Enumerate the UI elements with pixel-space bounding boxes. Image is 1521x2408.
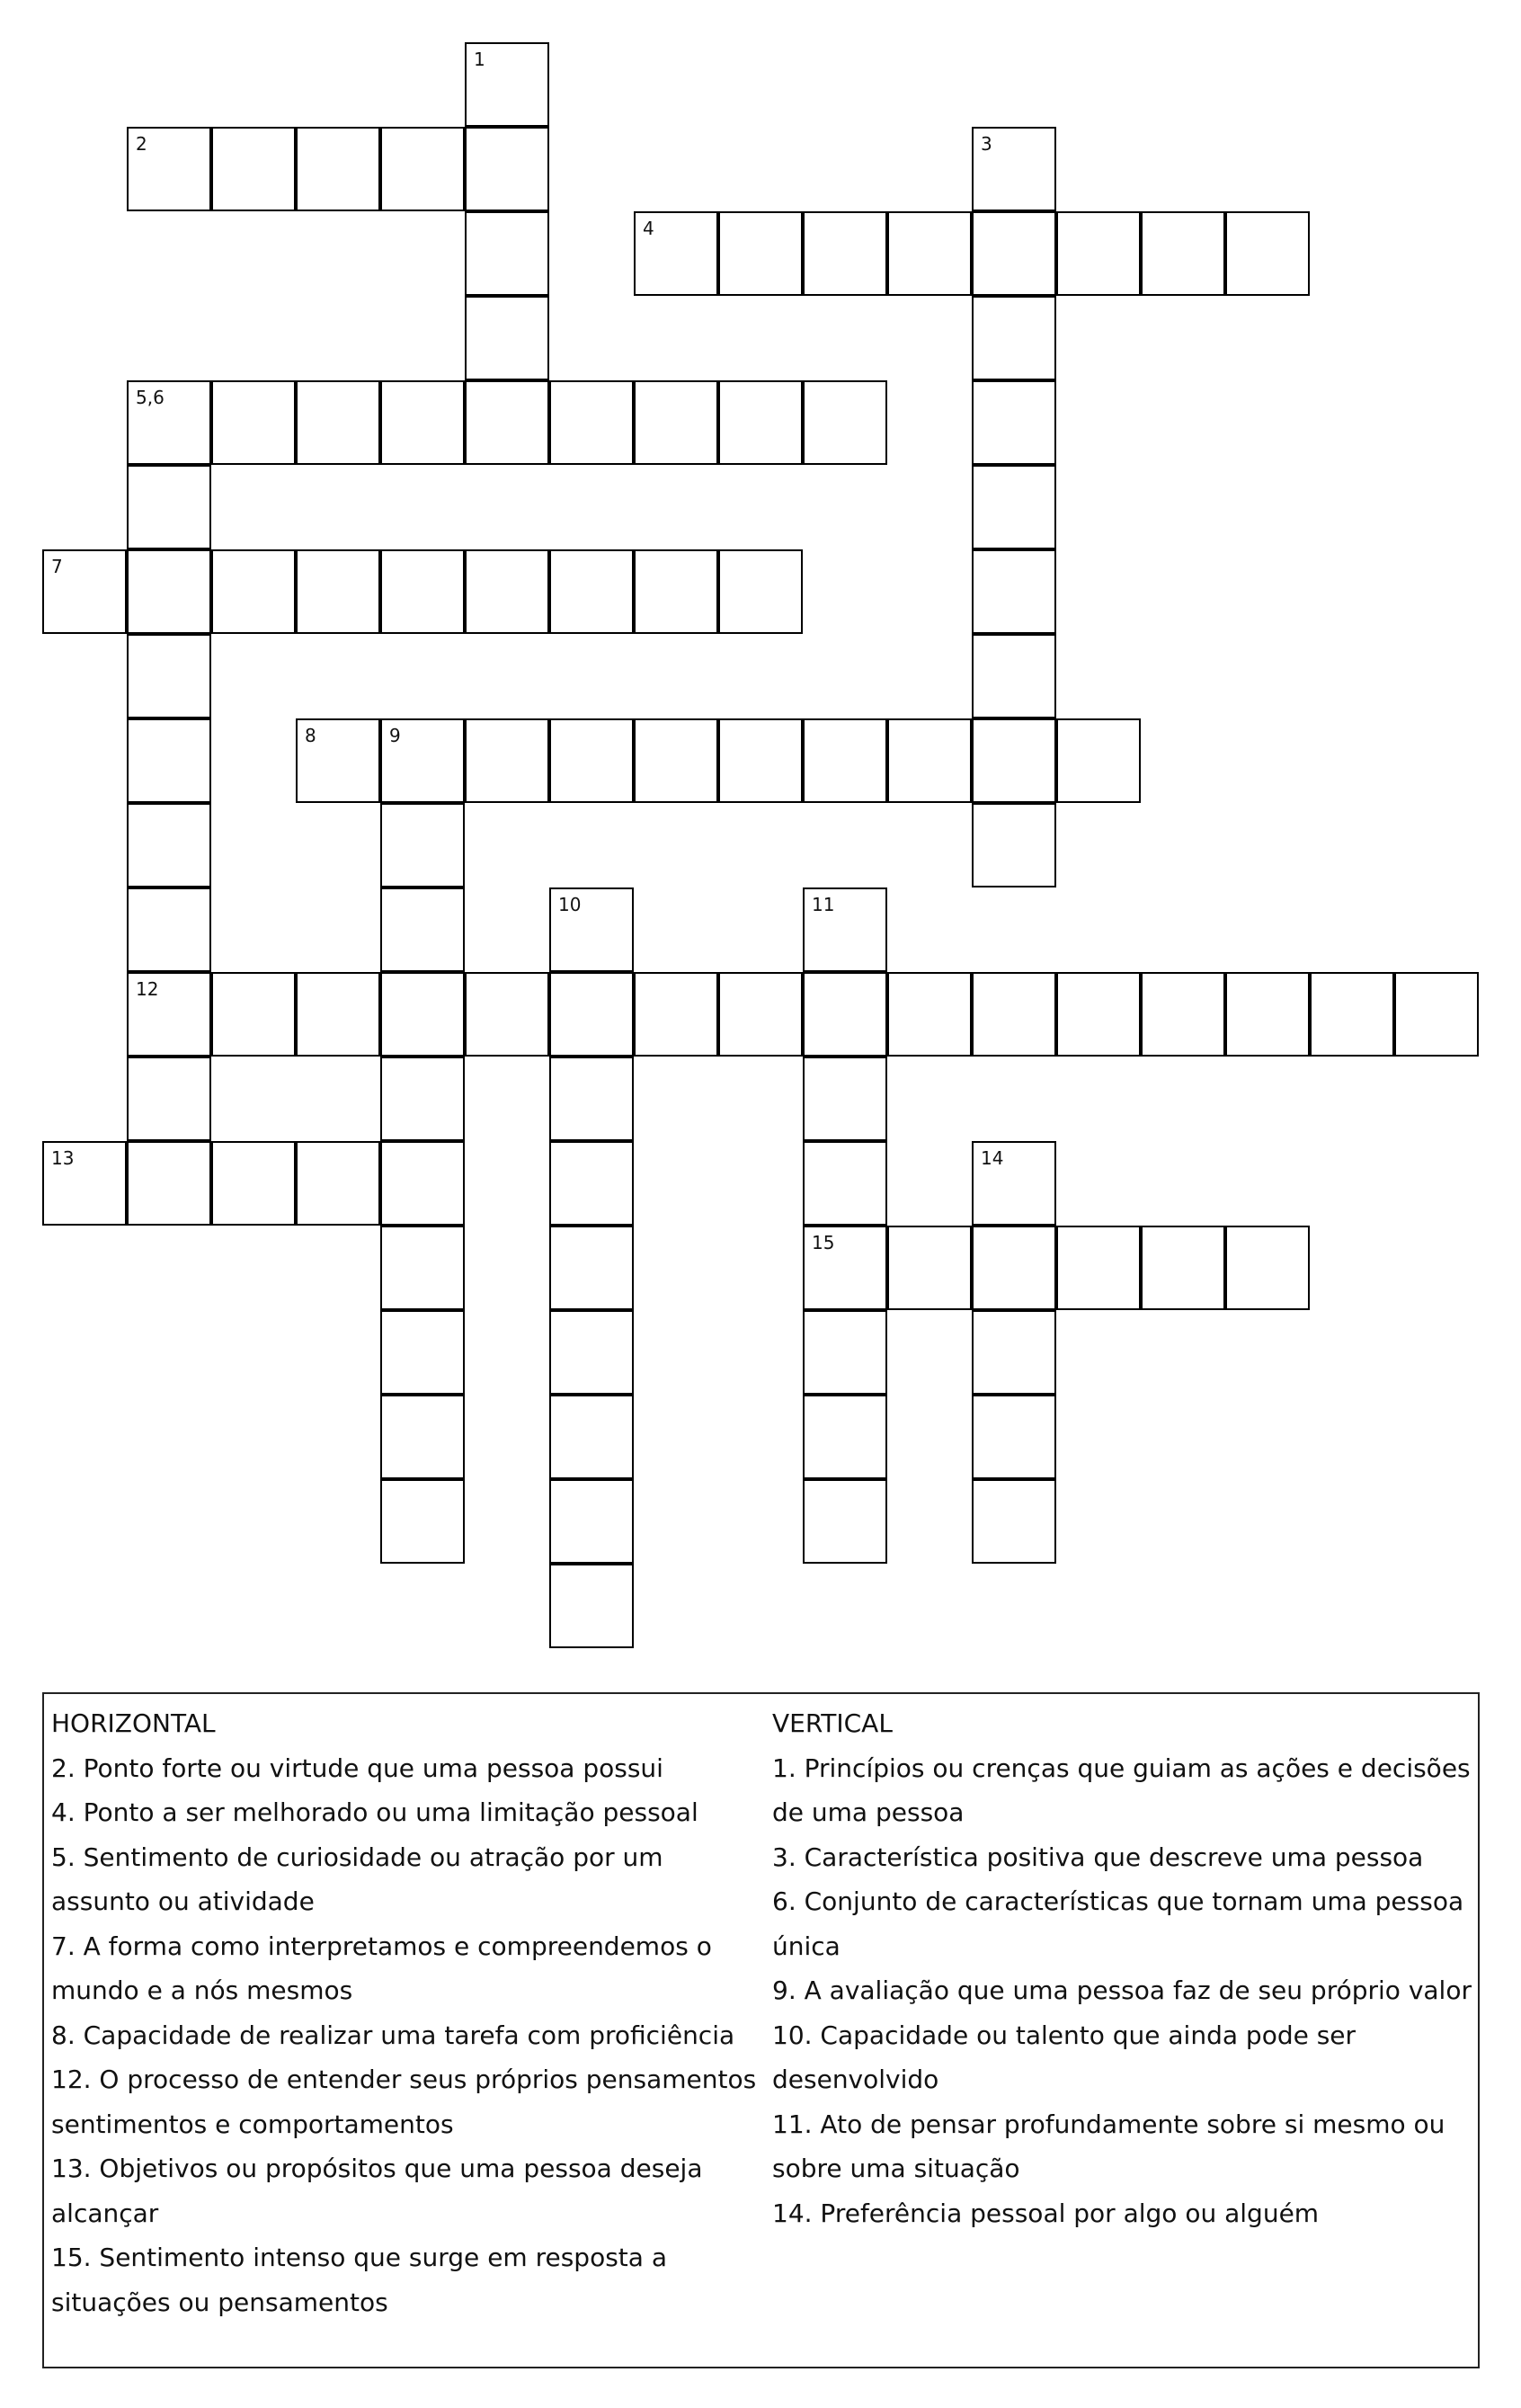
- crossword-cell[interactable]: [1225, 211, 1310, 296]
- cell-number: 4: [643, 218, 654, 239]
- crossword-cell[interactable]: [211, 1141, 296, 1226]
- crossword-cell[interactable]: [549, 1395, 634, 1479]
- crossword-cell[interactable]: [380, 718, 465, 803]
- crossword-cell[interactable]: [42, 1141, 127, 1226]
- clue-h-7: 7. A forma como interpretamos e compreendemos o mundo e a nós mesmos: [51, 1931, 712, 2005]
- crossword-cell[interactable]: [380, 803, 465, 887]
- crossword-cell[interactable]: [1056, 718, 1141, 803]
- crossword-cell[interactable]: [1310, 972, 1394, 1057]
- horizontal-heading: HORIZONTAL: [51, 1708, 216, 1738]
- vertical-heading: VERTICAL: [772, 1708, 893, 1738]
- crossword-cell[interactable]: [803, 887, 887, 972]
- crossword-cell[interactable]: [465, 380, 549, 465]
- crossword-cell[interactable]: [380, 127, 465, 211]
- crossword-cell[interactable]: [803, 1057, 887, 1141]
- crossword-cell[interactable]: [549, 1141, 634, 1226]
- crossword-cell[interactable]: [380, 1479, 465, 1564]
- crossword-cell[interactable]: [465, 549, 549, 634]
- crossword-cell[interactable]: [465, 972, 549, 1057]
- crossword-cell[interactable]: [127, 634, 211, 718]
- crossword-cell[interactable]: [296, 1141, 380, 1226]
- crossword-cell[interactable]: [549, 972, 634, 1057]
- crossword-cell[interactable]: [549, 718, 634, 803]
- crossword-cell[interactable]: [803, 1226, 887, 1310]
- cell-number: 3: [981, 133, 992, 155]
- clue-h-12: 12. O processo de entender seus próprios pensamentos sentimentos e comportamentos: [51, 2065, 757, 2139]
- cell-number: 12: [136, 978, 159, 1000]
- crossword-cell[interactable]: [296, 718, 380, 803]
- crossword-cell[interactable]: [465, 127, 549, 211]
- crossword-cell[interactable]: [634, 380, 718, 465]
- crossword-cell[interactable]: [803, 1141, 887, 1226]
- cell-number: 8: [305, 725, 316, 746]
- crossword-cell[interactable]: [127, 1057, 211, 1141]
- crossword-cell[interactable]: [549, 1310, 634, 1395]
- cell-number: 5,6: [136, 387, 165, 408]
- crossword-cell[interactable]: [972, 549, 1056, 634]
- crossword-cell[interactable]: [465, 211, 549, 296]
- crossword-cell[interactable]: [549, 1564, 634, 1648]
- crossword-cell[interactable]: [296, 549, 380, 634]
- crossword-cell[interactable]: [296, 127, 380, 211]
- crossword-cell[interactable]: [211, 972, 296, 1057]
- crossword-cell[interactable]: [1056, 972, 1141, 1057]
- cell-number: 15: [812, 1232, 835, 1253]
- clue-h-4: 4. Ponto a ser melhorado ou uma limitação pessoal: [51, 1797, 698, 1827]
- crossword-cell[interactable]: [634, 972, 718, 1057]
- crossword-cell[interactable]: [465, 718, 549, 803]
- cell-number: 9: [389, 725, 401, 746]
- crossword-cell[interactable]: [972, 718, 1056, 803]
- crossword-cell[interactable]: [549, 1479, 634, 1564]
- crossword-cell[interactable]: [803, 972, 887, 1057]
- crossword-cell[interactable]: [887, 718, 972, 803]
- clue-h-15: 15. Sentimento intenso que surge em resposta a situações ou pensamentos: [51, 2243, 667, 2317]
- cell-number: 2: [136, 133, 147, 155]
- crossword-cell[interactable]: [634, 211, 718, 296]
- crossword-cell[interactable]: [380, 549, 465, 634]
- clue-v-3: 3. Característica positiva que descreve uma pessoa: [772, 1842, 1424, 1872]
- crossword-cell[interactable]: [127, 718, 211, 803]
- vertical-clues: [772, 1701, 1473, 2235]
- crossword-cell[interactable]: [211, 127, 296, 211]
- crossword-cell[interactable]: [803, 1395, 887, 1479]
- crossword-cell[interactable]: [972, 972, 1056, 1057]
- crossword-cell[interactable]: [1056, 211, 1141, 296]
- crossword-cell[interactable]: [380, 972, 465, 1057]
- crossword-cell[interactable]: [127, 887, 211, 972]
- crossword-cell[interactable]: [1141, 211, 1225, 296]
- crossword-cell[interactable]: [803, 211, 887, 296]
- crossword-cell[interactable]: [1141, 972, 1225, 1057]
- crossword-cell[interactable]: [465, 296, 549, 380]
- crossword-cell[interactable]: [972, 127, 1056, 211]
- horizontal-clues: [51, 1701, 766, 2324]
- crossword-cell[interactable]: [972, 1310, 1056, 1395]
- crossword-cell[interactable]: [1394, 972, 1479, 1057]
- crossword-cell[interactable]: [718, 380, 803, 465]
- crossword-cell[interactable]: [127, 380, 211, 465]
- crossword-cell[interactable]: [972, 465, 1056, 549]
- crossword-cell[interactable]: [1225, 1226, 1310, 1310]
- crossword-cell[interactable]: [127, 1141, 211, 1226]
- clue-h-5: 5. Sentimento de curiosidade ou atração por um assunto ou atividade: [51, 1842, 663, 1916]
- crossword-cell[interactable]: [549, 380, 634, 465]
- crossword-cell[interactable]: [634, 718, 718, 803]
- crossword-cell[interactable]: [380, 1057, 465, 1141]
- crossword-cell[interactable]: [549, 1226, 634, 1310]
- crossword-cell[interactable]: [718, 718, 803, 803]
- crossword-cell[interactable]: [887, 1226, 972, 1310]
- crossword-cell[interactable]: [972, 1479, 1056, 1564]
- crossword-cell[interactable]: [972, 1395, 1056, 1479]
- crossword-cell[interactable]: [127, 972, 211, 1057]
- crossword-cell[interactable]: [380, 1141, 465, 1226]
- crossword-cell[interactable]: [127, 465, 211, 549]
- crossword-cell[interactable]: [972, 1141, 1056, 1226]
- cell-number: 14: [981, 1147, 1004, 1169]
- clue-v-6: 6. Conjunto de características que tornam uma pessoa única: [772, 1886, 1464, 1961]
- cell-number: 13: [51, 1147, 75, 1169]
- crossword-cell[interactable]: [380, 1226, 465, 1310]
- crossword-cell[interactable]: [718, 972, 803, 1057]
- crossword-cell[interactable]: [465, 42, 549, 127]
- clue-v-1: 1. Princípios ou crenças que guiam as ações e decisões de uma pessoa: [772, 1752, 1471, 1827]
- crossword-cell[interactable]: [972, 296, 1056, 380]
- cell-number: 10: [558, 894, 582, 915]
- crossword-cell[interactable]: [972, 211, 1056, 296]
- crossword-cell[interactable]: [549, 549, 634, 634]
- cell-number: 11: [812, 894, 835, 915]
- clue-v-9: 9. A avaliação que uma pessoa faz de seu próprio valor: [772, 1975, 1472, 2005]
- crossword-cell[interactable]: [296, 380, 380, 465]
- crossword-cell[interactable]: [549, 887, 634, 972]
- crossword-cell[interactable]: [42, 549, 127, 634]
- crossword-cell[interactable]: [803, 1479, 887, 1564]
- crossword-cell[interactable]: [127, 549, 211, 634]
- clue-h-8: 8. Capacidade de realizar uma tarefa com proficiência: [51, 2020, 735, 2050]
- crossword-cell[interactable]: [127, 803, 211, 887]
- crossword-cell[interactable]: [127, 127, 211, 211]
- crossword-cell[interactable]: [380, 887, 465, 972]
- crossword-cell[interactable]: [1056, 1226, 1141, 1310]
- crossword-cell[interactable]: [718, 549, 803, 634]
- crossword-cell[interactable]: [972, 1226, 1056, 1310]
- crossword-cell[interactable]: [1141, 1226, 1225, 1310]
- crossword-cell[interactable]: [211, 380, 296, 465]
- clue-v-11: 11. Ato de pensar profundamente sobre si mesmo ou sobre uma situação: [772, 2109, 1445, 2183]
- crossword-cell[interactable]: [803, 718, 887, 803]
- crossword-cell[interactable]: [1225, 972, 1310, 1057]
- crossword-cell[interactable]: [380, 1310, 465, 1395]
- crossword-cell[interactable]: [972, 634, 1056, 718]
- clue-h-13: 13. Objetivos ou propósitos que uma pessoa deseja alcançar: [51, 2154, 703, 2228]
- crossword-cell[interactable]: [972, 803, 1056, 887]
- crossword-cell[interactable]: [803, 1310, 887, 1395]
- crossword-cell[interactable]: [972, 380, 1056, 465]
- crossword-cell[interactable]: [296, 972, 380, 1057]
- crossword-cell[interactable]: [211, 549, 296, 634]
- cell-number: 7: [51, 556, 63, 577]
- crossword-cell[interactable]: [718, 211, 803, 296]
- clues-panel: [42, 1692, 1480, 2368]
- clue-v-10: 10. Capacidade ou talento que ainda pode ser desenvolvido: [772, 2020, 1356, 2094]
- crossword-cell[interactable]: [634, 549, 718, 634]
- crossword-cell[interactable]: [887, 972, 972, 1057]
- crossword-cell[interactable]: [380, 380, 465, 465]
- crossword-cell[interactable]: [380, 1395, 465, 1479]
- crossword-cell[interactable]: [887, 211, 972, 296]
- crossword-cell[interactable]: [549, 1057, 634, 1141]
- crossword-cell[interactable]: [803, 380, 887, 465]
- clue-h-2: 2. Ponto forte ou virtude que uma pessoa possui: [51, 1752, 663, 1783]
- clue-v-14: 14. Preferência pessoal por algo ou alguém: [772, 2198, 1320, 2228]
- cell-number: 1: [474, 49, 485, 70]
